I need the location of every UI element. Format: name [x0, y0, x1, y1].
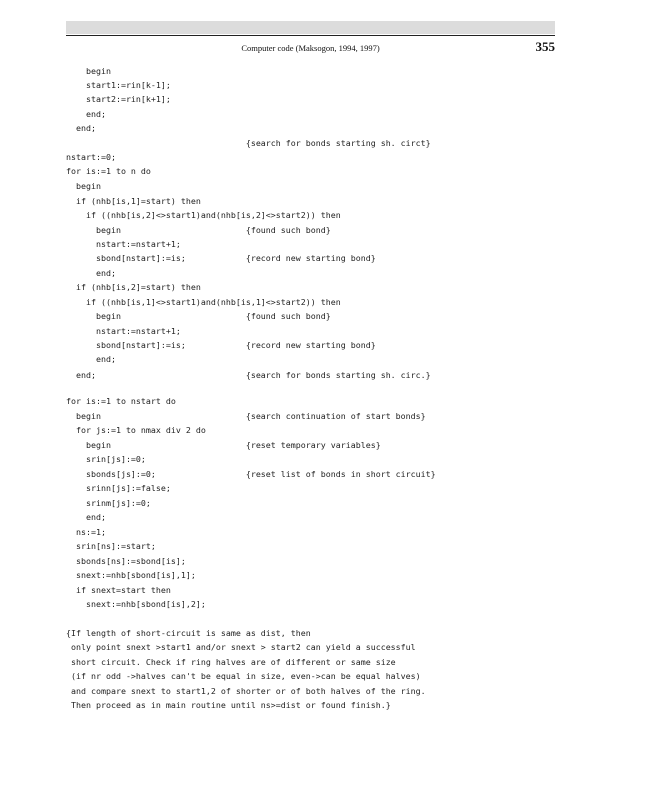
page-number: 355	[535, 39, 555, 54]
code-line: ns:=1;	[66, 527, 106, 537]
code-line: nstart:=nstart+1;	[66, 239, 181, 249]
code-line: begin	[66, 66, 111, 76]
code-line: nstart:=nstart+1;	[66, 326, 181, 336]
code-line: end;	[66, 354, 116, 364]
code-line: sbond[nstart]:=is; {record new starting bond}	[66, 340, 376, 350]
code-line: if (nhb[is,2]=start) then	[66, 282, 201, 292]
code-line: (if nr odd ->halves can't be equal in size, even->can be equal halves)	[66, 671, 421, 681]
code-line: srinn[js]:=false;	[66, 483, 171, 493]
code-line: sbond[nstart]:=is; {record new starting bond}	[66, 253, 376, 263]
code-line: if (nhb[is,1]=start) then	[66, 196, 201, 206]
code-line: if ((nhb[is,1]<>start1)and(nhb[is,1]<>start2)) then	[66, 297, 341, 307]
code-line: and compare snext to start1,2 of shorter or of both halves of the ring.	[66, 686, 426, 696]
code-line: srin[js]:=0;	[66, 454, 146, 464]
running-head	[66, 39, 555, 55]
code-line: end;	[66, 123, 96, 133]
running-title: Computer code (Maksogon, 1994, 1997)	[241, 43, 380, 53]
code-line: begin {reset temporary variables}	[66, 440, 381, 450]
header-rule	[66, 35, 555, 36]
code-line: if ((nhb[is,2]<>start1)and(nhb[is,2]<>start2)) then	[66, 210, 341, 220]
code-line: end;	[66, 268, 116, 278]
code-line: nstart:=0;	[66, 152, 116, 162]
code-line: {If length of short-circuit is same as dist, then	[66, 628, 311, 638]
code-line: sbonds[ns]:=sbond[is];	[66, 556, 186, 566]
code-line: end;	[66, 512, 106, 522]
code-line: start1:=rin[k-1];	[66, 80, 171, 90]
code-line: end;	[66, 109, 106, 119]
code-line: end; {search for bonds starting sh. circ.}	[66, 370, 431, 380]
code-line: only point snext >start1 and/or snext > start2 can yield a successful	[66, 642, 416, 652]
code-line: start2:=rin[k+1];	[66, 94, 171, 104]
code-line: begin {search continuation of start bonds}	[66, 411, 426, 421]
code-line: Then proceed as in main routine until ns>=dist or found finish.}	[66, 700, 391, 710]
code-line: begin {found such bond}	[66, 225, 331, 235]
code-line: srin[ns]:=start;	[66, 541, 156, 551]
code-line: {search for bonds starting sh. circt}	[66, 138, 431, 148]
code-line: snext:=nhb[sbond[is],1];	[66, 570, 196, 580]
code-line: srinm[js]:=0;	[66, 498, 151, 508]
code-line: for is:=1 to n do	[66, 166, 151, 176]
code-line: sbonds[js]:=0; {reset list of bonds in short circuit}	[66, 469, 436, 479]
code-line: begin {found such bond}	[66, 311, 331, 321]
code-line: for is:=1 to nstart do	[66, 396, 176, 406]
code-line: snext:=nhb[sbond[is],2];	[66, 599, 206, 609]
code-line: if snext=start then	[66, 585, 171, 595]
code-line: begin	[66, 181, 101, 191]
header-shade-bar	[66, 21, 555, 34]
code-line: short circuit. Check if ring halves are of different or same size	[66, 657, 396, 667]
code-line: for js:=1 to nmax div 2 do	[66, 425, 206, 435]
